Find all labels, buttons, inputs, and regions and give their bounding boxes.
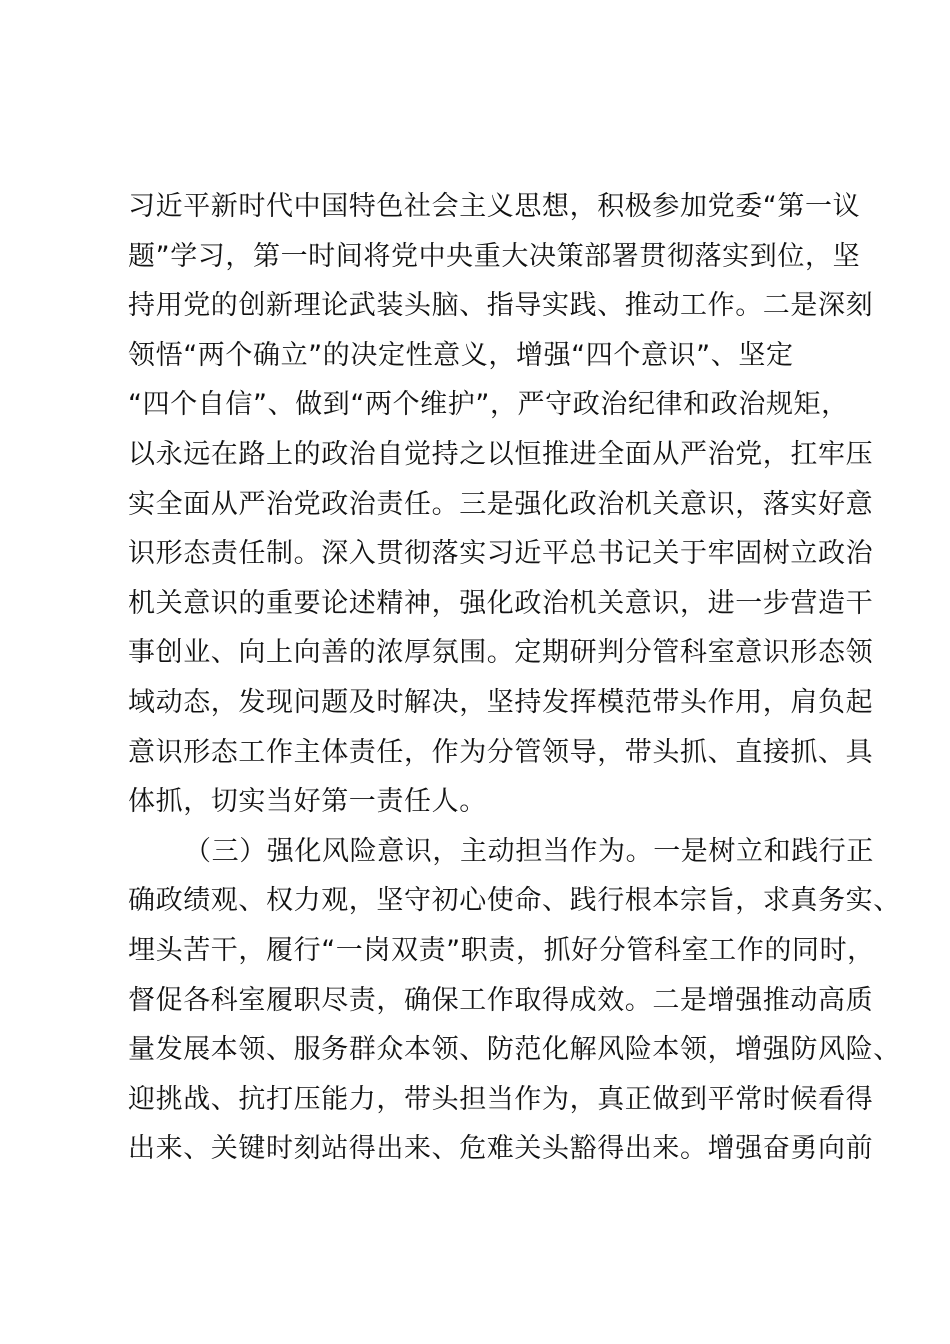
text-line: 识形态责任制。深入贯彻落实习近平总书记关于牢固树立政治: [128, 538, 874, 570]
text-line: 意识形态工作主体责任，作为分管领导，带头抓、直接抓、具: [128, 736, 874, 768]
text-line: 领悟“两个确立”的决定性意义，增强“四个意识”、坚定: [128, 339, 794, 371]
text-line: 量发展本领、服务群众本领、防范化解风险本领，增强防风险、: [128, 1034, 901, 1066]
text-line: 以永远在路上的政治自觉持之以恒推进全面从严治党，扛牢压: [128, 438, 874, 470]
text-line: 出来、关键时刻站得出来、危难关头豁得出来。增强奋勇向前: [128, 1133, 874, 1165]
text-line: 机关意识的重要论述精神，强化政治机关意识，进一步营造干: [128, 587, 874, 619]
text-line: 习近平新时代中国特色社会主义思想，积极参加党委“第一议: [128, 191, 861, 222]
text-line: 体抓，切实当好第一责任人。: [128, 786, 487, 818]
text-line: 事创业、向上向善的浓厚氛围。定期研判分管科室意识形态领: [128, 637, 874, 669]
text-line: 确政绩观、权力观，坚守初心使命、践行根本宗旨，求真务实、: [128, 885, 901, 917]
text-line: 域动态，发现问题及时解决，坚持发挥模范带头作用，肩负起: [128, 686, 874, 718]
section-heading-line: （三）强化风险意识，主动担当作为。一是树立和践行正: [184, 835, 874, 867]
text-line: 题”学习，第一时间将党中央重大决策部署贯彻落实到位，坚: [128, 240, 861, 272]
text-line: 督促各科室履职尽责，确保工作取得成效。二是增强推动高质: [128, 984, 874, 1016]
text-line: 持用党的创新理论武装头脑、指导实践、推动工作。二是深刻: [128, 290, 874, 322]
text-line: 埋头苦干，履行“一岗双责”职责，抓好分管科室工作的同时，: [128, 934, 875, 966]
text-line: 实全面从严治党政治责任。三是强化政治机关意识，落实好意: [128, 488, 874, 520]
text-line: “四个自信”、做到“两个维护”，严守政治纪律和政治规矩，: [128, 389, 849, 421]
body-text: [128, 182, 901, 1174]
text-line: 迎挑战、抗打压能力，带头担当作为，真正做到平常时候看得: [128, 1083, 874, 1115]
